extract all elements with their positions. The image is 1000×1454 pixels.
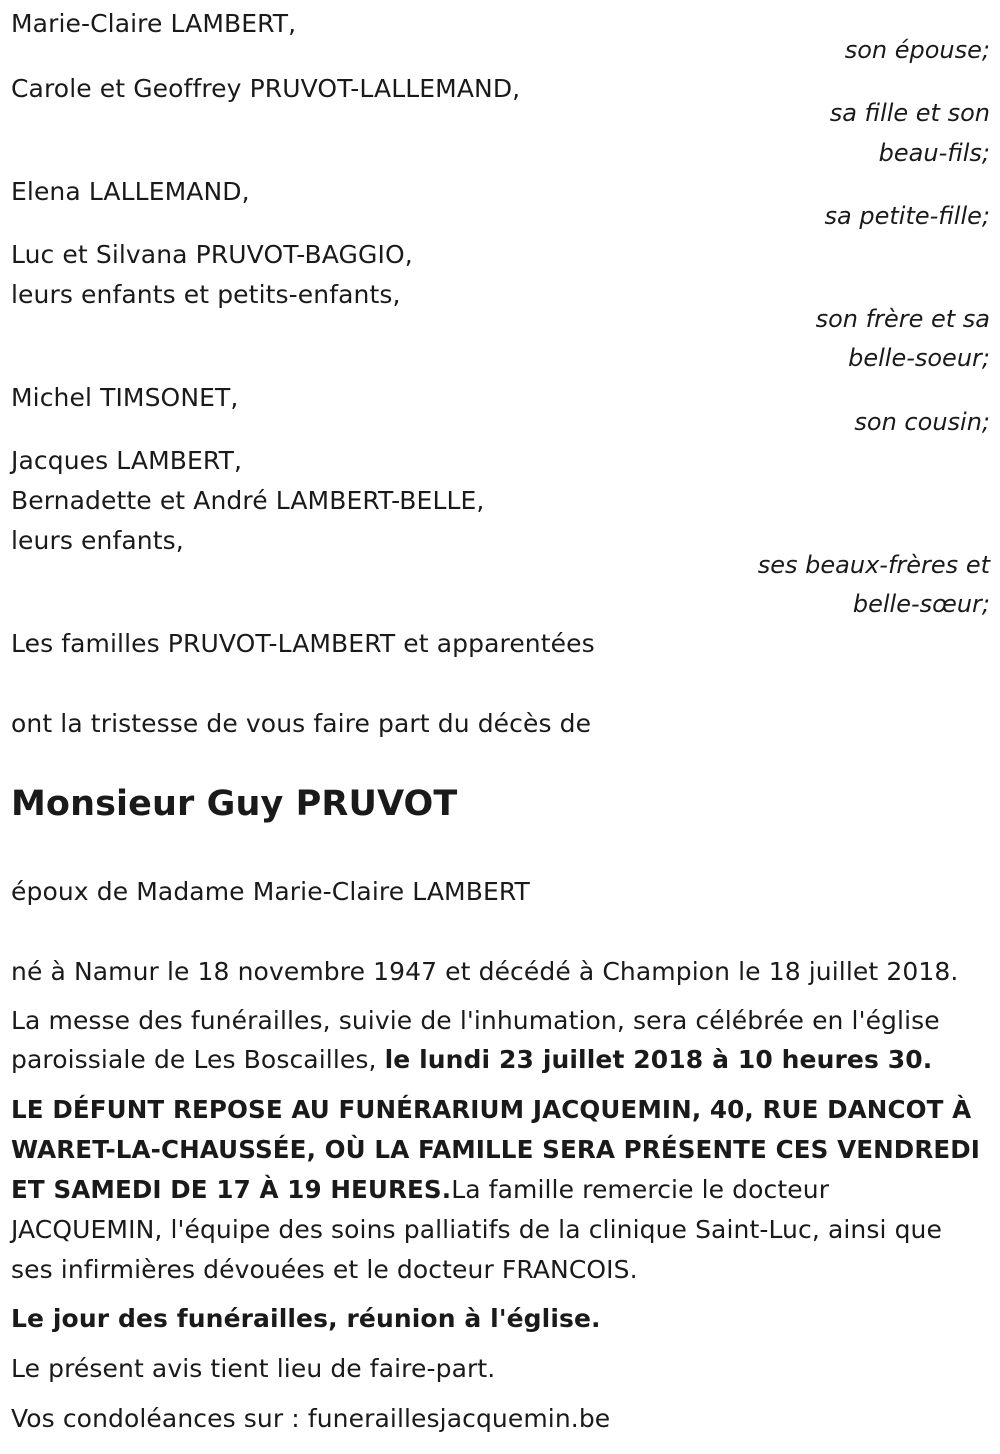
spouse-line: époux de Madame Marie-Claire LAMBERT	[11, 877, 530, 906]
relation-1: son épouse;	[844, 36, 990, 64]
announcement: ont la tristesse de vous faire part du décès de	[11, 709, 592, 738]
family-name-2: Carole et Geoffrey PRUVOT-LALLEMAND,	[11, 74, 521, 103]
relation-4a: son frère et sa	[815, 305, 990, 333]
condolences-line: Vos condoléances sur : funeraillesjacquemin.be	[11, 1404, 611, 1433]
mass-line-1: La messe des funérailles, suivie de l'inhumation, sera célébrée en l'église	[11, 1006, 940, 1035]
deceased-name: Monsieur Guy PRUVOT	[11, 784, 458, 824]
funerarium-line-3	[11, 1175, 829, 1205]
family-name-4b: leurs enfants et petits-enfants,	[11, 280, 401, 309]
mass-line-2-start: paroissiale de Les Boscailles,	[11, 1045, 385, 1074]
family-name-6a: Jacques LAMBERT,	[11, 446, 242, 475]
family-name-6c: leurs enfants,	[11, 526, 184, 555]
mass-date-time: le lundi 23 juillet 2018 à 10 heures 30.	[384, 1045, 933, 1074]
families-line: Les familles PRUVOT-LAMBERT et apparentées	[11, 629, 595, 658]
relation-6a: ses beaux-frères et	[757, 551, 990, 579]
thanks-start: La famille remercie le docteur	[451, 1175, 830, 1204]
relation-5: son cousin;	[854, 408, 990, 436]
family-name-6b: Bernadette et André LAMBERT-BELLE,	[11, 486, 485, 515]
relation-6b: belle-sœur;	[852, 590, 990, 618]
relation-2b: beau-fils;	[878, 139, 990, 167]
thanks-line-3: ses infirmières dévouées et le docteur FRANCOIS.	[11, 1255, 638, 1284]
funerarium-line-1: LE DÉFUNT REPOSE AU FUNÉRARIUM JACQUEMIN, 40, RUE DANCOT À	[11, 1095, 972, 1124]
funerarium-hours: ET SAMEDI DE 17 À 19 HEURES.	[11, 1175, 452, 1204]
family-name-5: Michel TIMSONET,	[11, 383, 239, 412]
notice-line: Le présent avis tient lieu de faire-part.	[11, 1354, 496, 1383]
relation-2a: sa fille et son	[829, 99, 990, 127]
family-name-3: Elena LALLEMAND,	[11, 177, 250, 206]
birth-death: né à Namur le 18 novembre 1947 et décédé à Champion le 18 juillet 2018.	[11, 957, 959, 986]
funerarium-line-2: WARET-LA-CHAUSSÉE, OÙ LA FAMILLE SERA PRÉSENTE CES VENDREDI	[11, 1135, 981, 1164]
relation-4b: belle-soeur;	[848, 344, 990, 372]
family-name-4a: Luc et Silvana PRUVOT-BAGGIO,	[11, 240, 413, 269]
relation-3: sa petite-fille;	[824, 202, 990, 230]
thanks-line-2: JACQUEMIN, l'équipe des soins palliatifs de la clinique Saint-Luc, ainsi que	[11, 1215, 942, 1244]
family-name-1: Marie-Claire LAMBERT,	[11, 9, 297, 38]
meeting-line: Le jour des funérailles, réunion à l'église.	[11, 1304, 601, 1333]
mass-line-2	[11, 1045, 932, 1075]
